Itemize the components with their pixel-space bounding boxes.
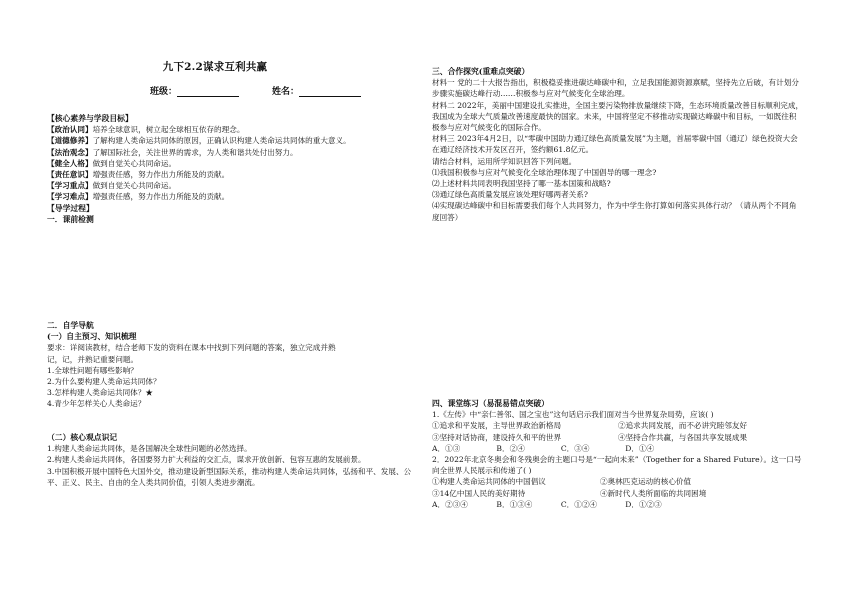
objective-item: 【道德修养】了解构建人类命运共同体的原因，正确认识构建人类命运共同体的重大意义。 [47, 136, 351, 146]
q1-option-1: ①追求和平发展，主导世界政治新格局 [432, 421, 562, 431]
material-3: 材料三 2023年4月2日，以“零碳中国助力通辽绿色高质量发展”为主题，首届零碳中国（通辽）绿色投资大会在通辽经济技术开发区召开，签约额61.8亿元。 [432, 134, 798, 155]
class-blank[interactable] [177, 87, 239, 97]
q1-choice-b[interactable]: B．②④ [496, 443, 525, 453]
practice-q2-options-row [432, 476, 804, 487]
pre-check-heading: 一．课前检测 [47, 214, 94, 224]
q1-option-2: ②追求共同发展，而不必讲究睦邻友好 [618, 421, 748, 431]
q2-option-4: ④新时代人类所面临的共同困境 [600, 488, 707, 498]
practice-q2-options-row [432, 488, 804, 499]
practice-section [432, 398, 804, 510]
material-1: 材料一 党的二十大报告指出，积极稳妥推进碳达峰碳中和，立足我国能源资源禀赋，坚持先立后破，有计划分步骤实施碳达峰行动……积极参与应对气候变化全球治理。 [432, 78, 799, 99]
q2-choice-c[interactable]: C．①②④ [560, 499, 598, 509]
objectives-section [47, 113, 422, 225]
core-points-heading: （二）核心观点识记 [47, 433, 118, 442]
objective-item: 【责任意识】增强责任感，努力作出力所能及的贡献。 [47, 170, 230, 180]
objective-item: 【政治认同】培养全球意识，树立起全球相互依存的理念。 [47, 125, 245, 135]
q2-choice-d[interactable]: D．①②③ [625, 499, 662, 509]
q1-choices [432, 443, 804, 454]
cooperation-section [432, 66, 804, 223]
class-field[interactable] [150, 84, 239, 97]
process-heading: 【导学过程】 [47, 203, 94, 213]
self-study-heading: 二．自学导航 [47, 321, 94, 330]
cooperation-question: ⑶通辽绿色高质量发展应该处理好哪两者关系? [432, 190, 588, 200]
cooperation-heading: 三、合作探究(重难点突破） [432, 67, 530, 76]
q2-choice-a[interactable]: A．②③④ [432, 499, 468, 509]
q2-option-2: ②奥林匹克运动的核心价值 [600, 477, 692, 487]
core-point-item: 2.构建人类命运共同体，各国要努力扩大利益的交汇点，谋求开放创新、包容互惠的发展前景。 [47, 455, 366, 465]
objective-item: 【学习难点】增强责任感，努力作出力所能及的贡献。 [47, 192, 230, 202]
practice-q2-stem: 2．2022年北京冬奥会和冬残奥会的主题口号是“一起向未来”（Together for a Shared Future）。这一口号向全世界人民展示和传递了( ) [432, 455, 802, 476]
self-study-sub1: (一）自主预习、知识梳理 [47, 332, 137, 342]
core-point-item: 1.构建人类命运共同体，是各国解决全球性问题的必然选择。 [47, 444, 252, 454]
q1-choice-c[interactable]: C．③④ [560, 443, 590, 453]
question-item: 2.为什么要构建人类命运共同体？ [47, 377, 161, 387]
practice-q1-options-row [432, 432, 804, 443]
name-label: 姓名： [272, 87, 300, 97]
name-blank[interactable] [299, 87, 361, 97]
practice-q1-stem: 1.《左传》中“亲仁善邻、国之宝也”这句话启示我们面对当今世界复杂局势，应该( ) [432, 410, 714, 420]
q1-option-3: ③坚持对话协商，建设持久和平的世界 [432, 432, 562, 442]
core-point-item: 3.中国积极开展中国特色大国外交，推动建设新型国际关系，推动构建人类命运共同体，弘扬和平、发展、公平、正义、民主、自由的全人类共同价值，引领人类进步潮流。 [47, 466, 412, 487]
q2-option-3: ③14亿中国人民的美好期待 [432, 488, 526, 498]
name-field[interactable] [272, 84, 361, 97]
self-study-section [47, 320, 419, 410]
cooperation-question: ⑴我国积极参与应对气候变化全球治理体现了中国倡导的哪一理念? [432, 167, 657, 177]
q2-option-1: ①构建人类命运共同体的中国倡议 [432, 477, 546, 487]
question-item: 1.全球性问题有哪些影响？ [47, 365, 138, 375]
q2-choices [432, 499, 804, 510]
material-2: 材料二 2022年，美丽中国建设扎实推进，全国主要污染物排放量继续下降，生态环境质量改善目标顺利完成，我国成为全球大气质量改善速度最快的国家。未来，中国将坚定不移推动实现碳达峰碳中和目标，一如既往积极参与应对气候变化的国际合作。 [432, 100, 804, 133]
practice-heading: 四、课堂练习（易混易错点突破） [432, 399, 549, 408]
q1-option-4: ④坚持合作共赢，与各国共享发展成果 [618, 432, 748, 442]
objectives-heading: 【核心素养与学段目标】 [47, 114, 133, 123]
material-prompt: 请结合材料，运用所学知识回答下列问题。 [432, 156, 577, 166]
practice-q1-options-row [432, 420, 804, 431]
q2-choice-b[interactable]: B．①③④ [496, 499, 533, 509]
objective-item: 【健全人格】做到自觉关心共同命运。 [47, 158, 177, 168]
requirement-line: 要求：详阅读教材，结合老师下发的资料在课本中找到下列问题的答案，独立完成并熟 [47, 343, 336, 353]
class-label: 班级： [150, 87, 178, 97]
cooperation-question: ⑵上述材料共同表明我国坚持了哪一基本国策和战略? [432, 179, 611, 189]
objective-item: 【学习重点】做到自觉关心共同命运。 [47, 181, 177, 191]
requirement-line: 记，记，并熟记重要问题。 [47, 354, 139, 364]
question-item: 3.怎样构建人类命运共同体？★ [47, 388, 153, 398]
page-title: 九下2.2谋求互利共赢 [162, 61, 268, 73]
question-item: 4.青少年怎样关心人类命运？ [47, 399, 146, 409]
objective-item: 【法治观念】了解国际社会，关注世界的需求，为人类和谐共处付出努力。 [47, 147, 298, 157]
core-points-section [47, 432, 419, 488]
cooperation-question: ⑷实现碳达峰碳中和目标需要我们每个人共同努力，作为中学生你打算如何落实具体行动？（请从两个不同角度回答） [432, 201, 797, 222]
q1-choice-a[interactable]: A．①③ [432, 443, 461, 453]
q1-choice-d[interactable]: D．①④ [625, 443, 655, 453]
